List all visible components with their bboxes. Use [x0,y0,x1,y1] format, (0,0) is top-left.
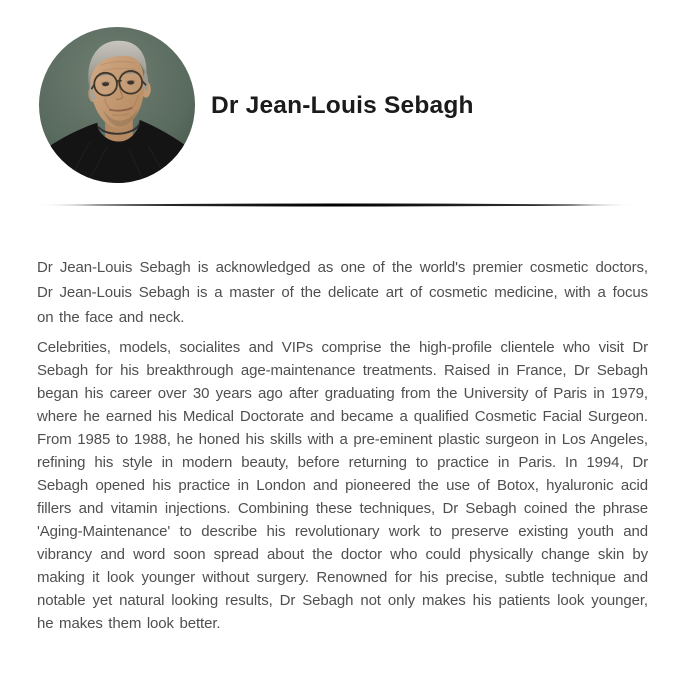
bio-text [37,255,648,635]
page-title: Dr Jean-Louis Sebagh [211,92,474,119]
section-divider [37,196,633,204]
portrait-photo [38,26,196,184]
bio-paragraph-2: Celebrities, models, socialites and VIPs comprise the high-profile clientele who visit Dr Sebagh for his breakthrough age-maintenance treatments. Raised in France, Dr Sebagh began his career over 30 years ago after graduating from the University of Paris in 1979, where he earned his Medical Doctorate and became a qualified Cosmetic Facial Surgeon. From 1985 to 1988, he honed his skills with a pre-eminent plastic surgeon in Los Angeles, refining his style in modern beauty, before returning to practice in Paris. In 1994, Dr Sebagh opened his practice in London and pioneered the use of Botox, hyaluronic acid fillers and vitamin injections. Combining these techniques, Dr Sebagh coined the phrase 'Aging-Maintenance' to describe his revolutionary work to preserve existing youth and vibrancy and word soon spread about the doctor who could physically change skin by making it look younger without surgery. Renowned for his precise, subtle technique and notable yet natural looking results, Dr Sebagh not only makes his patients look younger, he makes them look better. [37,339,648,632]
bio-paragraph-1: Dr Jean-Louis Sebagh is acknowledged as one of the world's premier cosmetic doctors, Dr Jean-Louis Sebagh is a master of the delicate art of cosmetic medicine, with a focus on the face and neck. [37,259,648,326]
portrait-illustration [38,26,196,184]
divider-line [37,201,633,209]
